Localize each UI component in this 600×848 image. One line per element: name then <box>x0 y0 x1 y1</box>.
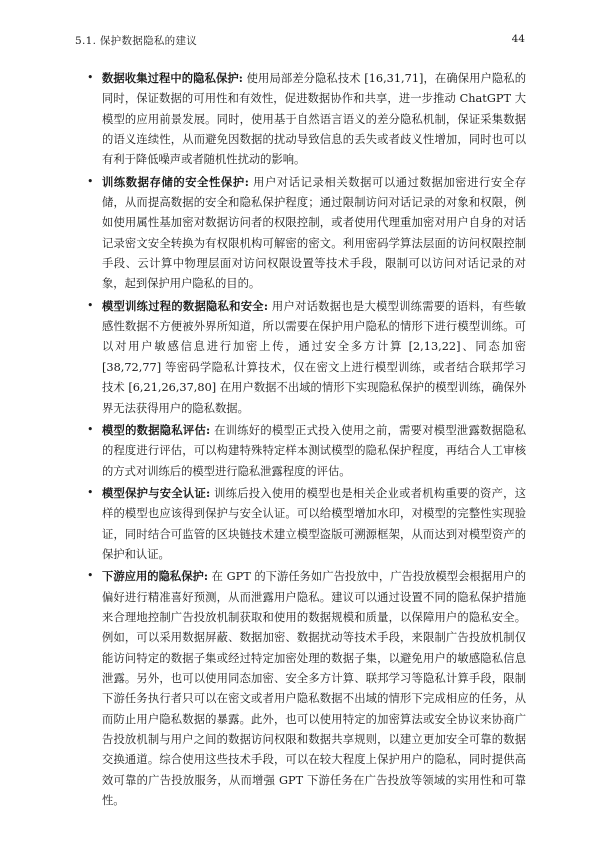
bullet-icon: • <box>87 422 94 436</box>
running-header <box>75 33 525 49</box>
bullet-icon: • <box>87 71 94 84</box>
bullet-icon: • <box>87 569 94 583</box>
item-title: 训练数据存储的安全性保护: <box>102 174 249 189</box>
item-title: 模型保护与安全认证: <box>102 485 211 500</box>
item-text: 训练后投入使用的模型也是相关企业或者机构重要的资产，这样的模型也应该得到保护与安全认证。可以给模型增加水印，对模型的完整性实现验证，同时结合可监管的区块链技术建立模型盗版可溯源框架，从而达到对模型资产的保护和认证。 <box>102 486 526 561</box>
list-item <box>87 420 526 482</box>
bullet-icon: • <box>87 298 94 312</box>
bullet-icon: • <box>87 485 94 499</box>
item-text: 用户对话数据也是大模型训练需要的语料，有些敏感性数据不方便被外界所知道，所以需要在保护用户隐私的情形下进行模型训练。可以对用户敏感信息进行加密上传，通过安全多方计算 [2,13,22]、同态加密 [38,72,77] 等密码学隐私计算技术，仅在密文上进行模型训练，或者结合联邦学习技术 [6,21,26,37,80] 在用户数据不出域的情形下实现隐私保护的模型训练，确保外界无法获得用户的隐私数据。 <box>102 299 527 415</box>
item-text: 使用局部差分隐私技术 [16,31,71]，在确保用户隐私的同时，保证数据的可用性和有效性，促进数据协作和共享，进一步推动 ChatGPT 大模型的应用前景发展。同时，使用基于自然语言语义的差分隐私机制，保证采集数据的语义连续性，从而避免因数据的扰动导致信息的丢失或者歧义性增加，同时也可以有利于降低噪声或者随机性扰动的影响。 <box>102 72 527 167</box>
item-title: 下游应用的隐私保护: <box>102 569 209 584</box>
list-item <box>87 172 527 295</box>
item-title: 数据收集过程中的隐私保护: <box>102 71 243 85</box>
list-item <box>87 68 527 171</box>
list-item <box>87 566 527 811</box>
item-text: 用户对话记录相关数据可以通过数据加密进行安全存储，从而提高数据的安全和隐私保护程度；通过限制访问对话记录的对象和权限，例如使用属性基加密对数据访问者的权限控制，或者使用代理重加密对用户自身的对话记录密文安全转换为有权限机构可解密的密文。利用密码学算法层面的访问权限控制手段、云计算中物理层面对访问权限设置等技术手段，限制可以访问对话记录的对象，起到保护用户隐私的目的。 <box>102 175 527 291</box>
item-text: 在 GPT 的下游任务如广告投放中，广告投放模型会根据用户的偏好进行精准喜好预测，从而泄露用户隐私。建议可以通过设置不同的隐私保护措施来合理地控制广告投放机制获取和使用的数据规模和质量，以保障用户的隐私安全。例如，可以采用数据屏蔽、数据加密、数据扰动等技术手段，来限制广告投放机制仅能访问特定的数据子集或经过特定加密处理的数据子集，以避免用户的敏感隐私信息泄露。另外，也可以使用同态加密、安全多方计算、联邦学习等隐私计算手段，限制下游任务执行者只可以在密文或者用户隐私数据不出域的情形下完成相应的任务，从而防止用户隐私数据的暴露。此外，也可以使用特定的加密算法或安全协议来协商广告投放机制与用户之间的数据访问权限和数据共享规则，以建立更加安全可靠的数据交换通道。综合使用这些技术手段，可以在较大程度上保护用户的隐私，同时提供高效可靠的广告投放服务，从而增强 GPT 下游任务在广告投放等领域的实用性和可靠性。 <box>102 570 527 808</box>
item-text: 在训练好的模型正式投入使用之前，需要对模型泄露数据隐私的程度进行评估，可以构建特殊特定样本测试模型的隐私保护程度，再结合人工审核的方式对训练后的模型进行隐私泄露程度的评估。 <box>102 423 526 478</box>
item-title: 模型的数据隐私评估: <box>102 422 211 437</box>
page-number: 44 <box>511 33 525 45</box>
item-title: 模型训练过程的数据隐私和安全: <box>102 298 269 313</box>
recommendation-list <box>87 68 527 812</box>
list-item <box>87 296 527 419</box>
section-title: 5.1. 保护数据隐私的建议 <box>75 35 198 47</box>
bullet-icon: • <box>87 174 94 188</box>
list-item <box>87 483 526 565</box>
